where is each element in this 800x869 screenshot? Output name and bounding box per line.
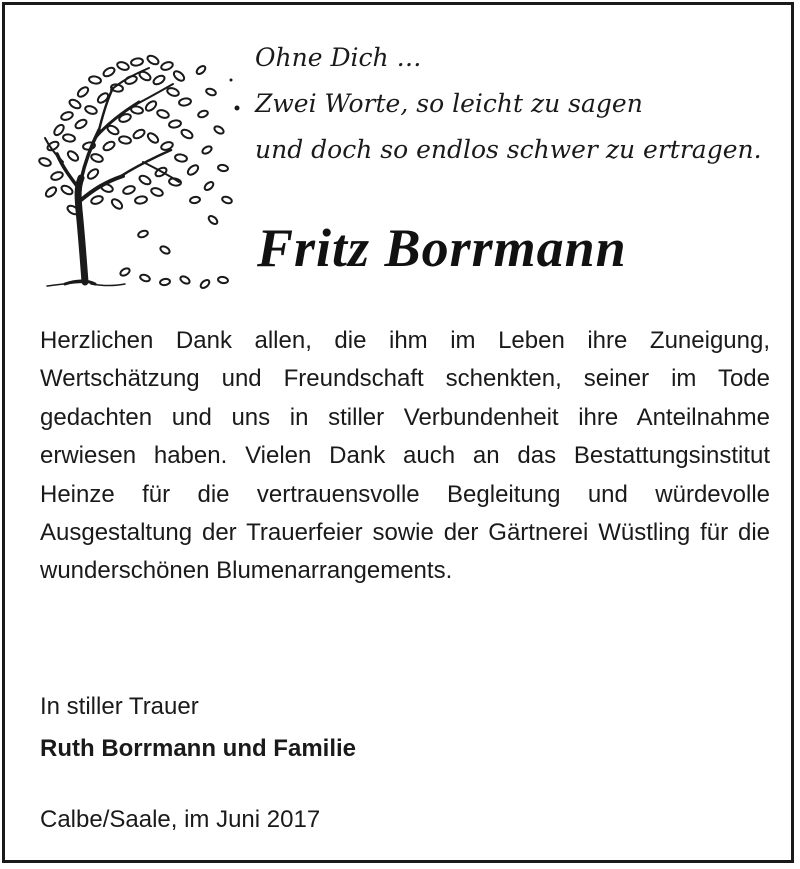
deceased-name: Fritz Borrmann [257,218,627,278]
poem-line-2: Zwei Worte, so leicht zu sagen [255,89,643,118]
thank-you-message: Herzlichen Dank allen, die ihm im Leben ihre Zuneigung, Wertschätzung und Freundschaft schenkten, seiner im Tode gedachten und uns in stiller Verbundenheit ihre Anteilnahme erwiesen haben. Vielen Dank auch an das Bestattungsinstitut Heinze für die vertrauensvolle Begleitung und würdevolle Ausgestaltung der Trauerfeier sowie der Gärtnerei Wüstling für die wunderschönen Blumenarrangements. [40,327,770,585]
poem-line-3: und doch so endlos schwer zu ertragen. [255,135,762,164]
obituary-notice [2,2,794,863]
poem-line-1: Ohne Dich … [255,43,422,72]
windblown-tree-icon [33,50,243,300]
place-date: Calbe/Saale, im Juni 2017 [40,806,321,833]
signature: Ruth Borrmann und Familie [40,735,357,762]
memorial-poem [255,35,775,173]
closing-phrase: In stiller Trauer [40,693,199,720]
